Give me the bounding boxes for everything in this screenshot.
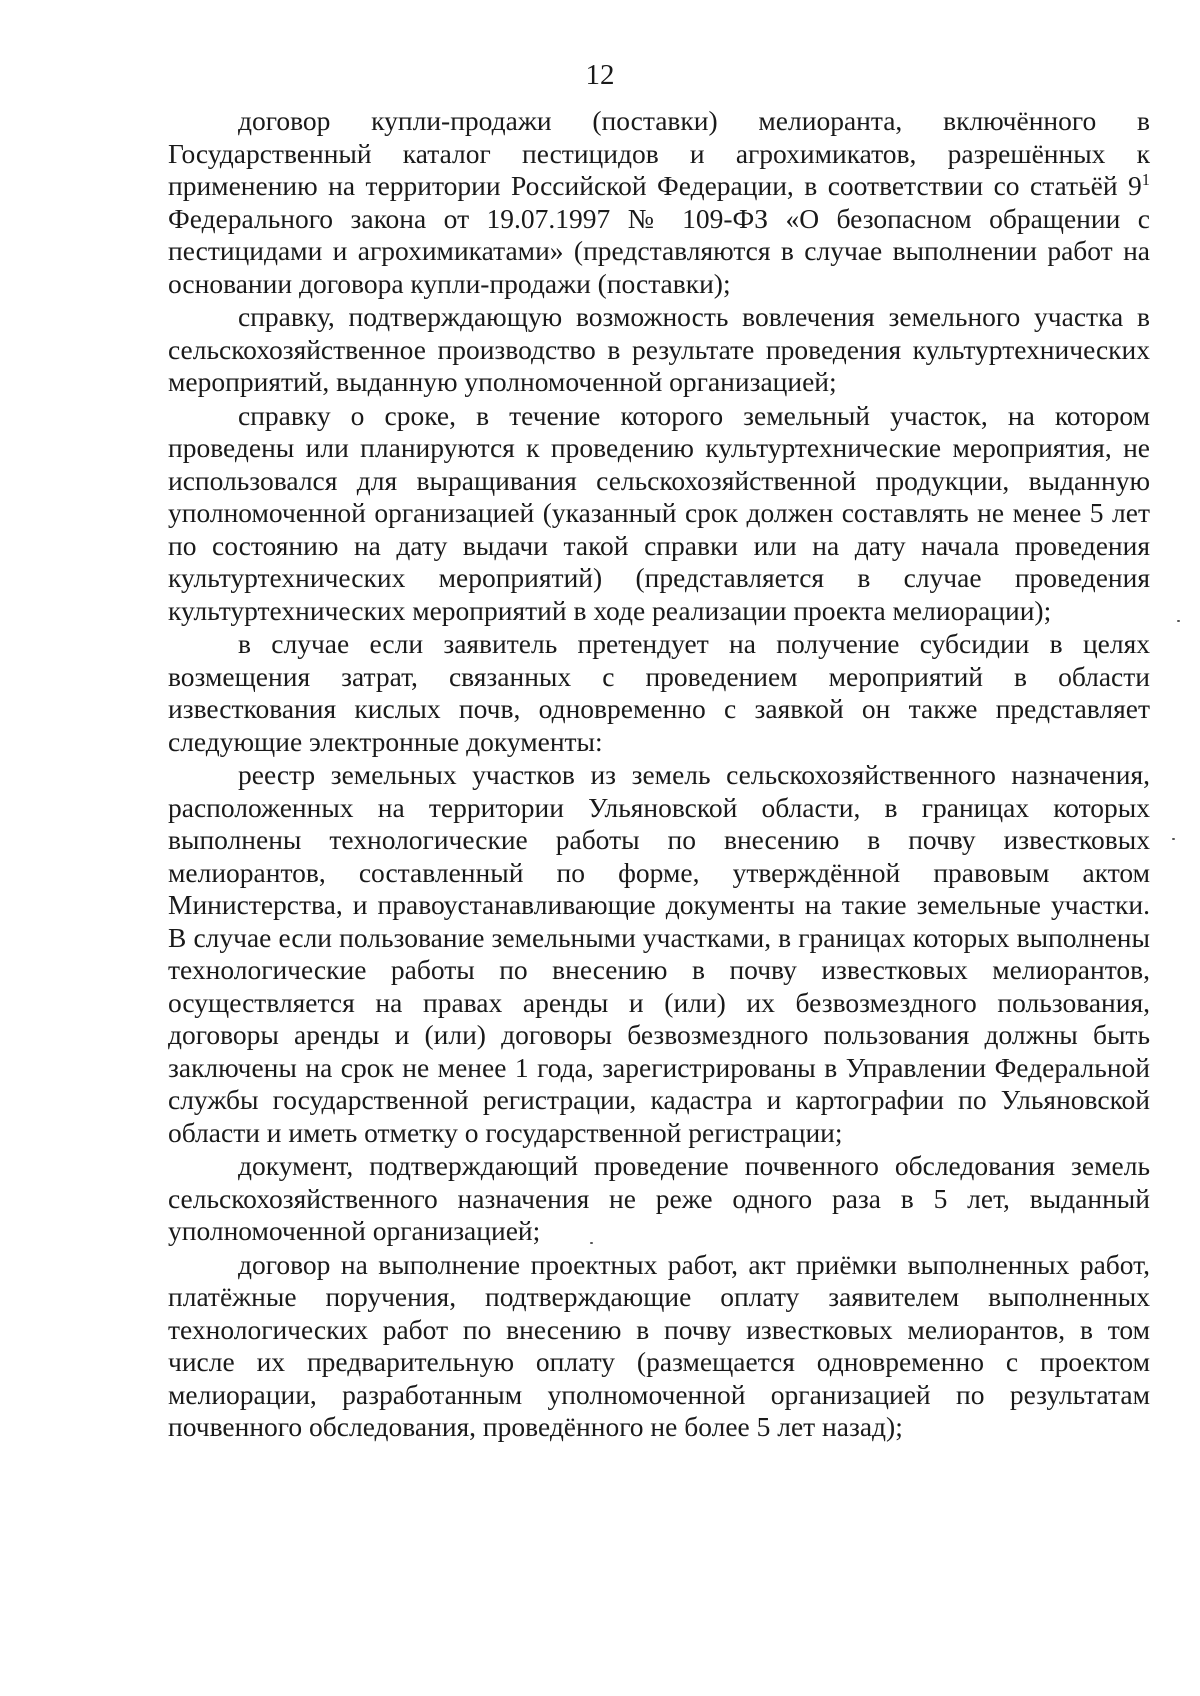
- scan-speck: [1172, 838, 1175, 840]
- superscript-article-index: 1: [1141, 169, 1150, 189]
- paragraph-land-term-certificate: справку о сроке, в течение которого земельный участок, на котором проведены или планируются к проведению культуртехнические мероприятия, не использовался для выращивания сельскохозяйственной продукции, выданную уполномоченной организацией (указанный срок должен составлять не менее 5 лет по состоянию на дату выдачи такой справки или на дату начала проведения культуртехнических мероприятий) (представляется в случае проведения культуртехнических мероприятий в ходе реализации проекта мелиорации);: [168, 399, 1150, 626]
- paragraph-design-works-contract: договор на выполнение проектных работ, акт приёмки выполненных работ, платёжные поручения, подтверждающие оплату заявителем выполненных технологических работ по внесению в почву известковых мелиорантов, в том числе их предварительную оплату (размещается одновременно с проектом мелиорации, разработанным уполномоченной организацией по результатам почвенного обследования, проведённого не более 5 лет назад);: [168, 1248, 1150, 1442]
- paragraph-sale-contract: [168, 105, 1150, 300]
- scan-speck: [1177, 620, 1180, 622]
- paragraph-soil-survey-document: документ, подтверждающий проведение почвенного обследования земель сельскохозяйственного назначения не реже одного раза в 5 лет, выданный уполномоченной организацией;: [168, 1150, 1150, 1246]
- paragraph-liming-subsidy: в случае если заявитель претендует на получение субсидии в целях возмещения затрат, связанных с проведением мероприятий в области известкования кислых почв, одновременно с заявкой он также представляет следующие электронные документы:: [168, 628, 1150, 757]
- paragraph-text: Федерального закона от 19.07.1997 № 109-ФЗ «О безопасном обращении с пестицидами и агрохимикатами» (представляются в случае выполнении работ на основании договора купли-продажи (поставки);: [168, 202, 1150, 299]
- page-number: 12: [585, 59, 615, 91]
- document-body: [168, 105, 1150, 1444]
- paragraph-land-registry: реестр земельных участков из земель сельскохозяйственного назначения, расположенных на территории Ульяновской области, в границах которых выполнены технологические работы по внесению в почву известковых мелиорантов, составленный по форме, утверждённой правовым актом Министерства, и правоустанавливающие документы на такие земельные участки. В случае если пользование земельными участками, в границах которых выполнены технологические работы по внесению в почву известковых мелиорантов, осуществляется на правах аренды и (или) их безвозмездного пользования, договоры аренды и (или) договоры безвозмездного пользования должны быть заключены на срок не менее 1 года, зарегистрированы в Управлении Федеральной службы государственной регистрации, кадастра и картографии по Ульяновской области и иметь отметку о государственной регистрации;: [168, 759, 1150, 1148]
- paragraph-land-involvement-certificate: справку, подтверждающую возможность вовлечения земельного участка в сельскохозяйственное производство в результате проведения культуртехнических мероприятий, выданную уполномоченной организацией;: [168, 301, 1150, 397]
- scan-speck: [590, 1242, 593, 1244]
- paragraph-text: договор купли-продажи (поставки) мелиоранта, включённого в Государственный каталог пестицидов и агрохимикатов, разрешённых к применению на территории Российской Федерации, в соответствии со статьёй 9: [168, 105, 1150, 201]
